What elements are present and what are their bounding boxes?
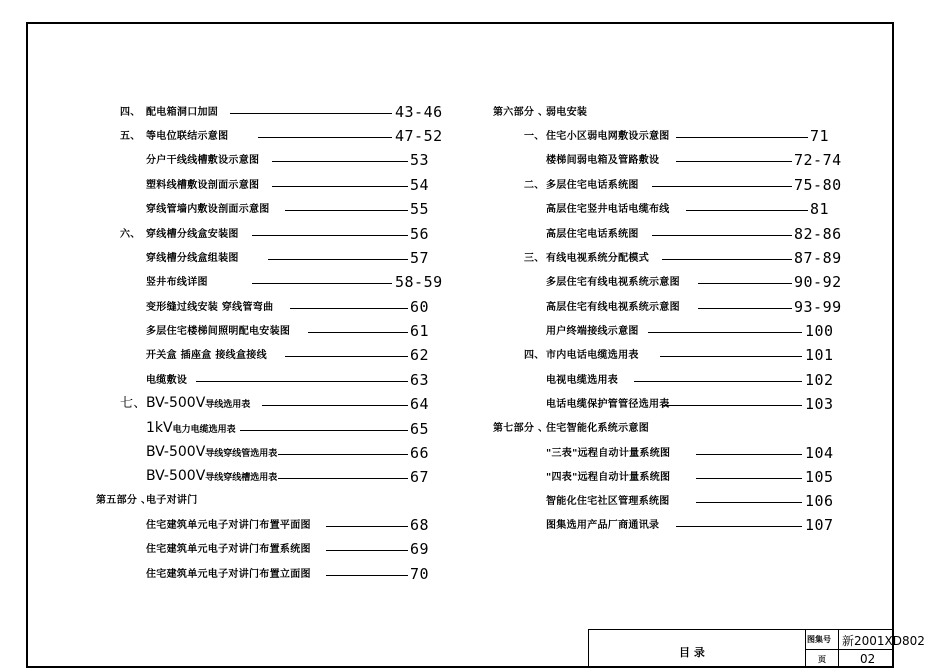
leader-line [652,235,792,236]
toc-page-number: 61 [410,322,430,340]
toc-entry-title-text: 电力电缆选用表 [172,425,236,435]
toc-page-number: 100 [805,322,834,340]
toc-entry-title: 高层住宅竖井电话电缆布线 [546,204,670,215]
toc-entry [0,371,950,389]
leader-line [698,308,792,309]
toc-page-number: 70 [410,565,430,583]
toc-entry-title: 多层住宅楼梯间照明配电安装图 [146,326,291,337]
toc-entry-number: 三、 [524,253,545,264]
toc-page-number: 66 [410,444,430,462]
toc-entry-title: 穿线管墙内敷设剖面示意图 [146,204,270,215]
toc-entry [0,322,950,340]
page-label: 页 [818,655,826,664]
toc-entry-title: 穿线槽分线盒安装图 [146,229,239,240]
toc-entry-title: 住宅建筑单元电子对讲门布置立面图 [146,569,311,580]
toc-entry [0,492,950,510]
toc-page-number: 69 [410,540,430,558]
toc-entry-title: 住宅建筑单元电子对讲门布置系统图 [146,544,311,555]
leader-line [676,137,808,138]
toc-entry-number: 二、 [524,180,545,191]
toc-entry-title: 弱电安装 [546,107,588,118]
toc-entry-title: 智能化住宅社区管理系统图 [546,496,670,507]
toc-entry-title-text: 导线选用表 [205,400,251,410]
toc-page-number: 58-59 [395,273,443,291]
toc-entry-title: "四表"远程自动计量系统图 [546,472,671,483]
toc-page-number: 101 [805,346,834,364]
toc-entry-title-text: 导线穿线管选用表 [205,449,278,459]
toc-page-number: 65 [410,420,430,438]
toc-page-number: 90-92 [794,273,842,291]
toc-entry-title-code: BV-500V [146,468,206,484]
leader-line [662,405,802,406]
toc-entry-title: 等电位联结示意图 [146,131,229,142]
toc-entry-title-code: BV-500V [146,395,206,411]
toc-entry-number: 四、 [524,350,545,361]
page-number: 02 [860,652,876,666]
toc-entry-title: 变形缝过线安装 穿线管弯曲 [146,302,274,313]
toc-entry-number: 一、 [524,131,545,142]
toc-page-number: 103 [805,395,834,413]
toc-page-number: 47-52 [395,127,443,145]
toc-entry-title: 竖井布线详图 [146,277,208,288]
toc-entry [0,151,950,169]
toc-page-number: 63 [410,371,430,389]
toc-page-number: 57 [410,249,430,267]
toc-entry-title: 图集选用产品厂商通讯录 [546,520,660,531]
toc-entry-number: 六、 [120,229,141,240]
leader-line [652,186,792,187]
toc-entry [0,127,950,145]
toc-page-number: 54 [410,176,430,194]
leader-line [660,356,802,357]
toc-entry-title-text: 导线穿线槽选用表 [205,473,278,483]
toc-entry-title: 住宅智能化系统示意图 [546,423,649,434]
toc-page-number: 71 [810,127,830,145]
toc-entry-title: 住宅建筑单元电子对讲门布置平面图 [146,520,311,531]
toc-entry-title: 市内电话电缆选用表 [546,350,639,361]
toc-page-number: 67 [410,468,430,486]
toc-page-number: 102 [805,371,834,389]
toc-page-number: 93-99 [794,298,842,316]
title-block-row-divider [805,649,894,650]
toc-entry [0,176,950,194]
toc-entry-title: 高层住宅电话系统图 [546,229,639,240]
atlas-number: 新2001XD802 [842,634,925,648]
toc-page-number: 43-46 [395,103,443,121]
leader-line [696,502,802,503]
leader-line [662,259,792,260]
toc-entry-title: 住宅小区弱电网敷设示意图 [546,131,670,142]
toc-entry-number: 五、 [120,131,141,142]
toc-entry-title: 用户终端接线示意图 [546,326,639,337]
toc-page-number: 72-74 [794,151,842,169]
toc-entry [0,422,950,436]
toc-page-number: 56 [410,225,430,243]
toc-entry-title: 塑料线槽敷设剖面示意图 [146,180,260,191]
toc-entry-title: 高层住宅有线电视系统示意图 [546,302,680,313]
toc-entry-number: 四、 [120,107,141,118]
toc-entry-number: 第五部分 、 [96,495,152,506]
toc-entry [0,516,950,534]
toc-entry-title: 电视电缆选用表 [546,375,619,386]
toc-entry-title: 多层住宅电话系统图 [546,180,639,191]
toc-entry-number: 第六部分 、 [493,107,549,118]
toc-entry [0,298,950,316]
leader-line [676,526,802,527]
toc-page-number: 53 [410,151,430,169]
toc-page-number: 107 [805,516,834,534]
toc-entry-number: 七、 [120,396,147,411]
toc-entry [0,395,950,413]
toc-entry [0,565,950,583]
toc-page-number: 106 [805,492,834,510]
toc-entry [0,540,950,558]
toc-page-number: 87-89 [794,249,842,267]
toc-entry-title: 穿线槽分线盒组装图 [146,253,239,264]
toc-entry-title: 楼梯间弱电箱及管路敷设 [546,155,660,166]
toc-entry-title: 有线电视系统分配模式 [546,253,649,264]
toc-entry-title: 开关盒 插座盒 接线盒接线 [146,350,267,361]
toc-entry-title: 电缆敷设 [146,375,188,386]
leader-line [696,454,802,455]
toc-entry [0,249,950,267]
toc-entry-title: 电话电缆保护管管径选用表 [546,399,670,410]
toc-entry [0,200,950,218]
toc-entry-title: 分户干线线槽敷设示意图 [146,155,260,166]
leader-line [676,161,792,162]
toc-entry [0,273,950,291]
leader-line [634,381,802,382]
toc-page-number: 62 [410,346,430,364]
toc-entry [0,225,950,243]
leader-line [648,332,802,333]
toc-entry-number: 第七部分 、 [493,423,549,434]
toc-page-number: 60 [410,298,430,316]
toc-page-number: 68 [410,516,430,534]
toc-entry-title: 配电箱洞口加固 [146,107,219,118]
toc-page-number: 104 [805,444,834,462]
drawing-title: 目 录 [679,646,705,659]
leader-line [698,283,792,284]
atlas-number-label: 图集号 [807,635,831,644]
toc-entry [0,468,950,486]
toc-entry-title: 电子对讲门 [146,495,198,506]
toc-page-number: 81 [810,200,830,218]
leader-line [686,210,808,211]
toc-entry [0,346,950,364]
leader-line [696,478,802,479]
toc-page-number: 105 [805,468,834,486]
toc-entry-title-code: 1kV [146,420,173,436]
toc-entry [0,103,950,121]
leader-line [326,575,408,576]
toc-page-number: 82-86 [794,225,842,243]
toc-entry-title: "三表"远程自动计量系统图 [546,448,671,459]
toc-page-number: 64 [410,395,430,413]
toc-entry [0,444,950,462]
toc-entry-title-code: BV-500V [146,444,206,460]
toc-entry-title: 多层住宅有线电视系统示意图 [546,277,680,288]
toc-page-number: 55 [410,200,430,218]
leader-line [326,550,408,551]
toc-page-number: 75-80 [794,176,842,194]
